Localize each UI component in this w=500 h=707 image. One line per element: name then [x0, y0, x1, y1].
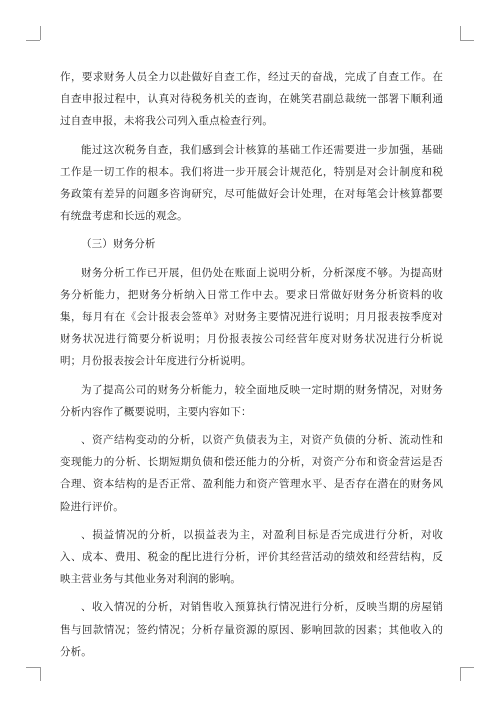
paragraph-self-inspection-result: 作，要求财务人员全力以赴做好自查工作，经过天的奋战，完成了自查工作。在自查申报过程中，认真对待税务机关的查询，在姚笑君副总裁统一部署下顺利通过自查申报，未将我公司列入重点检查行列。 [60, 71, 443, 128]
paragraph-asset-structure-analysis: 、资产结构变动的分析，以资产负债表为主，对资产负债的分析、流动性和变现能力的分析、长期短期负债和偿还能力的分析，对资产分布和资金营运是否合理、资本结构的是否正常、盈利能力和资产管理水平、是否存在潜在的财务风险进行评价。 [60, 434, 443, 513]
paragraph-accounting-basics: 能过这次税务自查，我们感到会计核算的基础工作还需要进一步加强，基础工作是一切工作的根本。我们将进一步开展会计规范化，特别是对会计制度和税务政策有差异的问题多咨询研究，尽可能做好会计处理，在对每笔会计核算都要有统盘考虑和长远的观念。 [60, 143, 443, 223]
document-body [60, 66, 443, 663]
paragraph-profit-loss-analysis: 、损益情况的分析，以损益表为主，对盈利目标是否完成进行分析，对收入、成本、费用、税金的配比进行分析，评价其经营活动的绩效和经营结构，反映主营业务与其他业务对利润的影响。 [60, 528, 443, 586]
paragraph-analysis-content-intro: 为了提高公司的财务分析能力，较全面地反映一定时期的财务情况，对财务分析内容作了概要说明，主要内容如下： [60, 383, 443, 418]
paragraph-revenue-analysis: 、收入情况的分析，对销售收入预算执行情况进行分析，反映当期的房屋销售与回款情况；签约情况；分析存量资源的原因、影响回款的因素；其他收入的分析。 [60, 601, 443, 658]
paragraph-financial-analysis-work: 财务分析工作已开展，但仍处在账面上说明分析，分析深度不够。为提高财务分析能力，把财务分析纳入日常工作中去。要求日常做好财务分析资料的收集，每月有在《会计报表会签单》对财务主要情况进行说明；月月报表按季度对财务状况进行简要分析说明；月份报表按公司经营年度对财务状况进行分析说明；月份报表按会计年度进行分析说明。 [60, 266, 443, 368]
section-heading-financial-analysis: （三）财务分析 [81, 238, 156, 251]
